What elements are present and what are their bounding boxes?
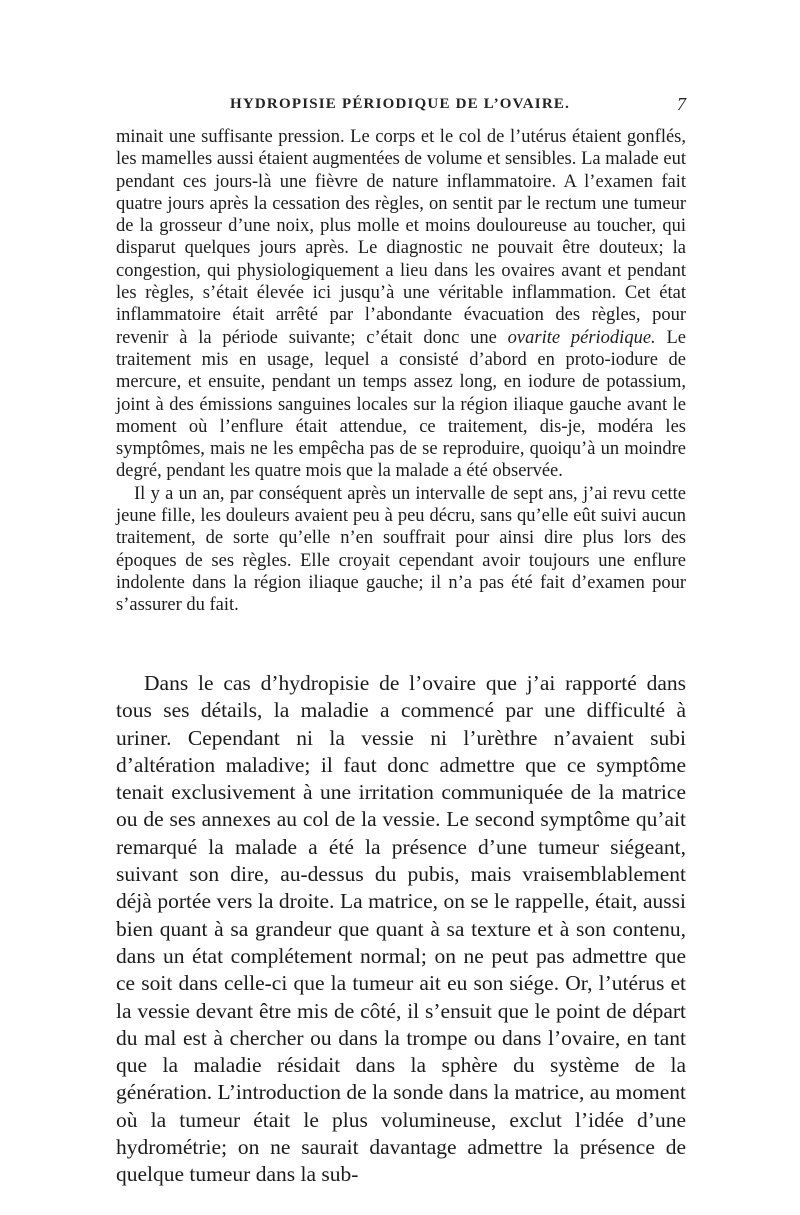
large-print-section	[116, 670, 686, 1189]
paragraph-hydropisie-case: Dans le cas d’hydropisie de l’ovaire que j’ai rapporté dans tous ses détails, la maladie a commencé par une difficulté à uriner. Cependant ni la vessie ni l’urèthre n’avaient subi d’altération maladive; il faut donc admettre que ce symptôme tenait exclusivement à une irritation communiquée de la matrice ou de ses annexes au col de la vessie. Le second symptôme qu’ait remarqué la malade a été la présence d’une tumeur siégeant, suivant son dire, au-dessus du pubis, mais vraisemblablement déjà portée vers la droite. La matrice, on se le rappelle, était, aussi bien quant à sa grandeur que quant à sa texture et à son contenu, dans un état complétement normal; on ne peut pas admettre que ce soit dans celle-ci que la tumeur ait eu son siége. Or, l’utérus et la vessie devant être mis de côté, il s’ensuit que le point de départ du mal est à chercher ou dans la trompe ou dans l’ovaire, en tant que la maladie résidait dans la sphère du système de la génération. L’introduction de la sonde dans la matrice, au moment où la tumeur était le plus volumineuse, exclut l’idée d’une hydrométrie; on ne saurait davantage admettre la présence de quelque tumeur dans la sub-	[116, 671, 686, 1187]
page-number: 7	[677, 94, 686, 114]
small-print-section	[116, 126, 686, 617]
running-header	[118, 96, 686, 122]
italic-term: ovarite périodique.	[507, 327, 656, 348]
running-title: HYDROPISIE PÉRIODIQUE DE L’OVAIRE.	[230, 96, 571, 112]
paragraph-follow-up: Il y a un an, par conséquent après un intervalle de sept ans, j’ai revu cette jeune fille, les douleurs avaient peu à peu décru, sans qu’elle eût suivi aucun traitement, de sorte qu’elle n’en souffrait pour ainsi dire plus lors des époques de ses règles. Elle croyait cependant avoir toujours une enflure indolente dans la région iliaque gauche; il n’a pas été fait d’examen pour s’assurer du fait.	[116, 483, 686, 616]
paragraph-ovarite	[116, 126, 686, 483]
paragraph-1-text-continued: Le traitement mis en usage, lequel a consisté d’abord en proto-iodure de mercure, et ensuite, pendant un temps assez long, en iodure de potassium, joint à des émissions sanguines locales sur la région iliaque gauche avant le moment où l’enflure était attendue, ce traitement, dis-je, modéra les symptômes, mais ne les empêcha pas de se reproduire, quoiqu’à un moindre degré, pendant les quatre mois que la malade a été observée.	[116, 327, 686, 482]
paragraph-1-text: minait une suffisante pression. Le corps et le col de l’utérus étaient gonflés, les mamelles aussi étaient augmentées de volume et sensibles. La malade eut pendant ces jours-là une fièvre de nature inflammatoire. A l’examen fait quatre jours après la cessation des règles, on sentit par le rectum une tumeur de la grosseur d’une noix, plus molle et moins douloureuse au toucher, qui disparut quelques jours après. Le diagnostic ne pouvait être douteux; la congestion, qui physiologiquement a lieu dans les ovaires avant et pendant les règles, s’était élevée ici jusqu’à une véritable inflammation. Cet état inflammatoire était arrêté par l’abondante évacuation des règles, pour revenir à la période suivante; c’était donc une	[116, 127, 686, 348]
